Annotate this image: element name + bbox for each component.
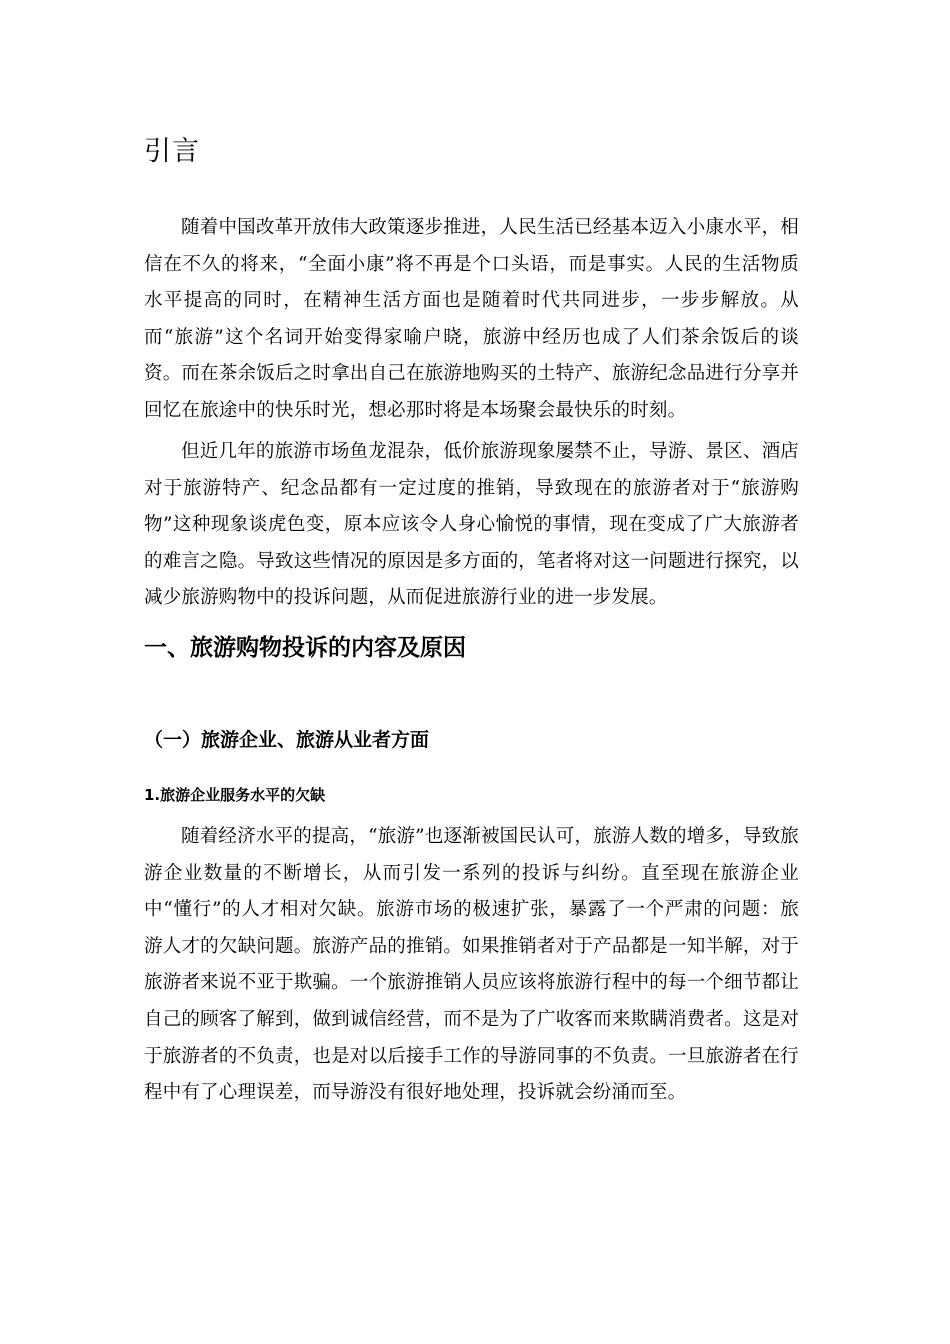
section-1-heading: 一、旅游购物投诉的内容及原因 xyxy=(144,635,466,661)
intro-heading: 引言 xyxy=(144,136,200,167)
item-1-heading: 1.旅游企业服务水平的欠缺 xyxy=(144,786,326,804)
item-1-paragraph: 随着经济水平的提高，“旅游”也逐渐被国民认可，旅游人数的增多，导致旅游企业数量的不断增长，从而引发一系列的投诉与纠纷。直至现在旅游企业中“懂行”的人才相对欠缺。旅游市场的极速扩张，暴露了一个严肃的问题：旅游人才的欠缺问题。旅游产品的推销。如果推销者对于产品都是一知半解，对于旅游者来说不亚于欺骗。一个旅游推销人员应该将旅游行程中的每一个细节都让自己的顾客了解到，做到诚信经营，而不是为了广收客而来欺瞒消费者。这是对于旅游者的不负责，也是对以后接手工作的导游同事的不负责。一旦旅游者在行程中有了心理误差，而导游没有很好地处理，投诉就会纷涌而至。 xyxy=(144,826,799,1104)
intro-paragraph-2: 但近几年的旅游市场鱼龙混杂，低价旅游现象屡禁不止，导游、景区、酒店对于旅游特产、纪念品都有一定过度的推销，导致现在的旅游者对于“旅游购物”这种现象谈虎色变，原本应该令人身心愉悦的事情，现在变成了广大旅游者的难言之隐。导致这些情况的原因是多方面的，笔者将对这一问题进行探究，以减少旅游购物中的投诉问题，从而促进旅游行业的进一步发展。 xyxy=(144,441,799,609)
intro-paragraph-1: 随着中国改革开放伟大政策逐步推进，人民生活已经基本迈入小康水平，相信在不久的将来，“全面小康”将不再是个口头语，而是事实。人民的生活物质水平提高的同时，在精神生活方面也是随着时代共同进步，一步步解放。从而“旅游”这个名词开始变得家喻户晓，旅游中经历也成了人们茶余饭后的谈资。而在茶余饭后之时拿出自己在旅游地购买的土特产、旅游纪念品进行分享并回忆在旅途中的快乐时光，想必那时将是本场聚会最快乐的时刻。 xyxy=(144,217,799,421)
subsection-1-heading: （一）旅游企业、旅游从业者方面 xyxy=(144,729,430,751)
